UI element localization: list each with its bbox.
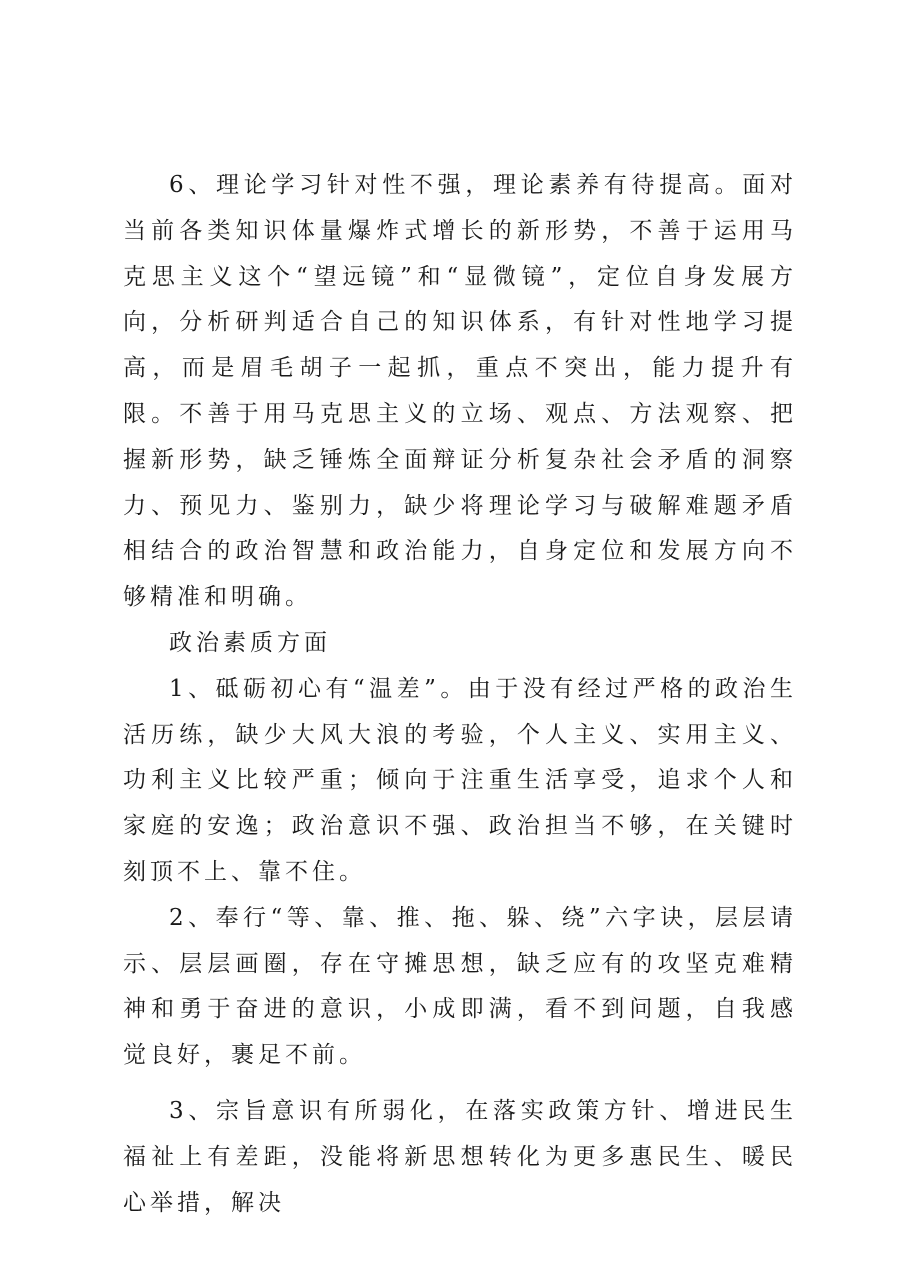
paragraph-six-character-formula: 2、奉行“等、靠、推、拖、躲、绕”六字诀，层层请示、层层画圈，存在守摊思想，缺乏应有的攻坚克难精神和勇于奋进的意识，小成即满，看不到问题，自我感觉良好，裹足不前。: [123, 904, 797, 1069]
document-body: [123, 163, 797, 1226]
section-heading-political-quality: 政治素质方面: [169, 629, 331, 656]
paragraph-theory-study: 6、理论学习针对性不强，理论素养有待提高。面对当前各类知识体量爆炸式增长的新形势，不善于运用马克思主义这个“望远镜”和“显微镜”，定位自身发展方向，分析研判适合自己的知识体系，有针对性地学习提高，而是眉毛胡子一起抓，重点不突出，能力提升有限。不善于用马克思主义的立场、观点、方法观察、把握新形势，缺乏锤炼全面辩证分析复杂社会矛盾的洞察力、预见力、鉴别力，缺少将理论学习与破解难题矛盾相结合的政治智慧和政治能力，自身定位和发展方向不够精准和明确。: [123, 172, 797, 611]
paragraph-original-intention: 1、砥砺初心有“温差”。由于没有经过严格的政治生活历练，缺少大风大浪的考验，个人主义、实用主义、功利主义比较严重；倾向于注重生活享受，追求个人和家庭的安逸；政治意识不强、政治担当不够，在关键时刻顶不上、靠不住。: [123, 675, 797, 885]
paragraph-purpose-awareness: 3、宗旨意识有所弱化，在落实政策方针、增进民生福祉上有差距，没能将新思想转化为更多惠民生、暖民心举措，解决: [123, 1097, 797, 1216]
